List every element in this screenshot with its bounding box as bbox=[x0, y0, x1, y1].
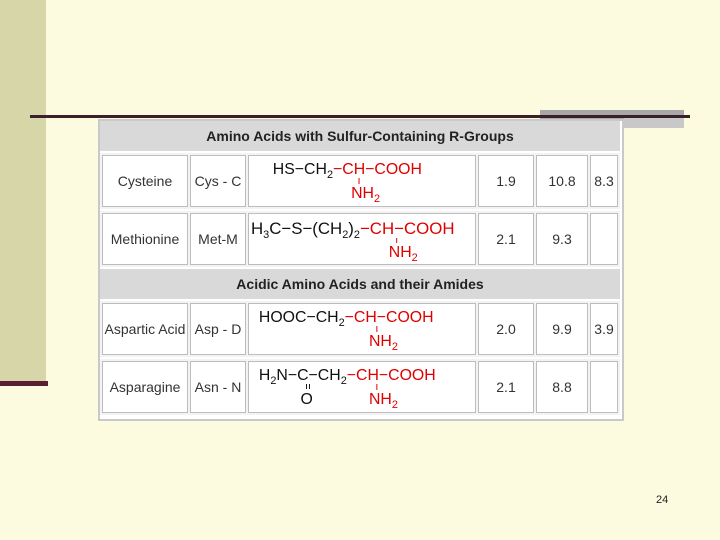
amino-name: Cysteine bbox=[102, 155, 188, 207]
amino-abbr: Met-M bbox=[190, 213, 246, 265]
svg-text:NH2: $NH_2$ bbox=[351, 184, 381, 205]
value-3: 8.3 bbox=[590, 155, 618, 207]
value-3 bbox=[590, 361, 618, 413]
svg-text:H2N−C−CH2−CH−COOH: $H_2N-C-CH_2-CH-COOH$ bbox=[258, 367, 436, 388]
value-3 bbox=[590, 213, 618, 265]
section-title: Amino Acids with Sulfur-Containing R-Groups bbox=[206, 128, 514, 144]
amino-name: Aspartic Acid bbox=[102, 303, 188, 355]
table-row bbox=[100, 359, 620, 415]
structure-formula bbox=[248, 303, 476, 355]
section-header-sulfur bbox=[100, 121, 620, 151]
svg-text:O: O bbox=[300, 390, 313, 408]
structure-formula bbox=[248, 155, 476, 207]
amino-abbr: Asp - D bbox=[190, 303, 246, 355]
svg-text:HOOC−CH2−CH−COOH: $HOOC-CH_2-CH-COOH$ bbox=[258, 309, 434, 330]
value-1: 1.9 bbox=[478, 155, 534, 207]
svg-text:H3C−S−(CH2)2−CH−COOH: $H_3C-S-(CH_2)_2-CH-COOH$ bbox=[250, 219, 455, 242]
section-title: Acidic Amino Acids and their Amides bbox=[236, 276, 484, 292]
svg-text:HS−CH2−CH−COOH: $HS-CH_2-CH-COOH$ bbox=[272, 161, 422, 182]
value-2: 9.3 bbox=[536, 213, 588, 265]
value-3: 3.9 bbox=[590, 303, 618, 355]
amino-abbr: Asn - N bbox=[190, 361, 246, 413]
value-2: 8.8 bbox=[536, 361, 588, 413]
value-2: 9.9 bbox=[536, 303, 588, 355]
value-2: 10.8 bbox=[536, 155, 588, 207]
section-header-acidic bbox=[100, 269, 620, 299]
value-1: 2.1 bbox=[478, 213, 534, 265]
page-number: 24 bbox=[656, 494, 669, 506]
value-1: 2.0 bbox=[478, 303, 534, 355]
table-row bbox=[100, 211, 620, 267]
amino-name: Asparagine bbox=[102, 361, 188, 413]
amino-abbr: Cys - C bbox=[190, 155, 246, 207]
table-row bbox=[100, 301, 620, 357]
structure-formula bbox=[248, 213, 476, 265]
amino-acid-table bbox=[98, 119, 624, 421]
structure-formula bbox=[248, 361, 476, 413]
value-1: 2.1 bbox=[478, 361, 534, 413]
table-row bbox=[100, 153, 620, 209]
left-decor-bar bbox=[0, 0, 46, 383]
svg-text:NH2: $NH_2$ bbox=[388, 243, 418, 264]
decor-block-small bbox=[624, 118, 684, 128]
left-decor-line bbox=[0, 381, 48, 386]
svg-text:NH2: $NH_2$ bbox=[368, 332, 398, 353]
svg-text:NH2: $NH_2$ bbox=[368, 390, 398, 411]
amino-name: Methionine bbox=[102, 213, 188, 265]
title-rule bbox=[30, 115, 690, 118]
